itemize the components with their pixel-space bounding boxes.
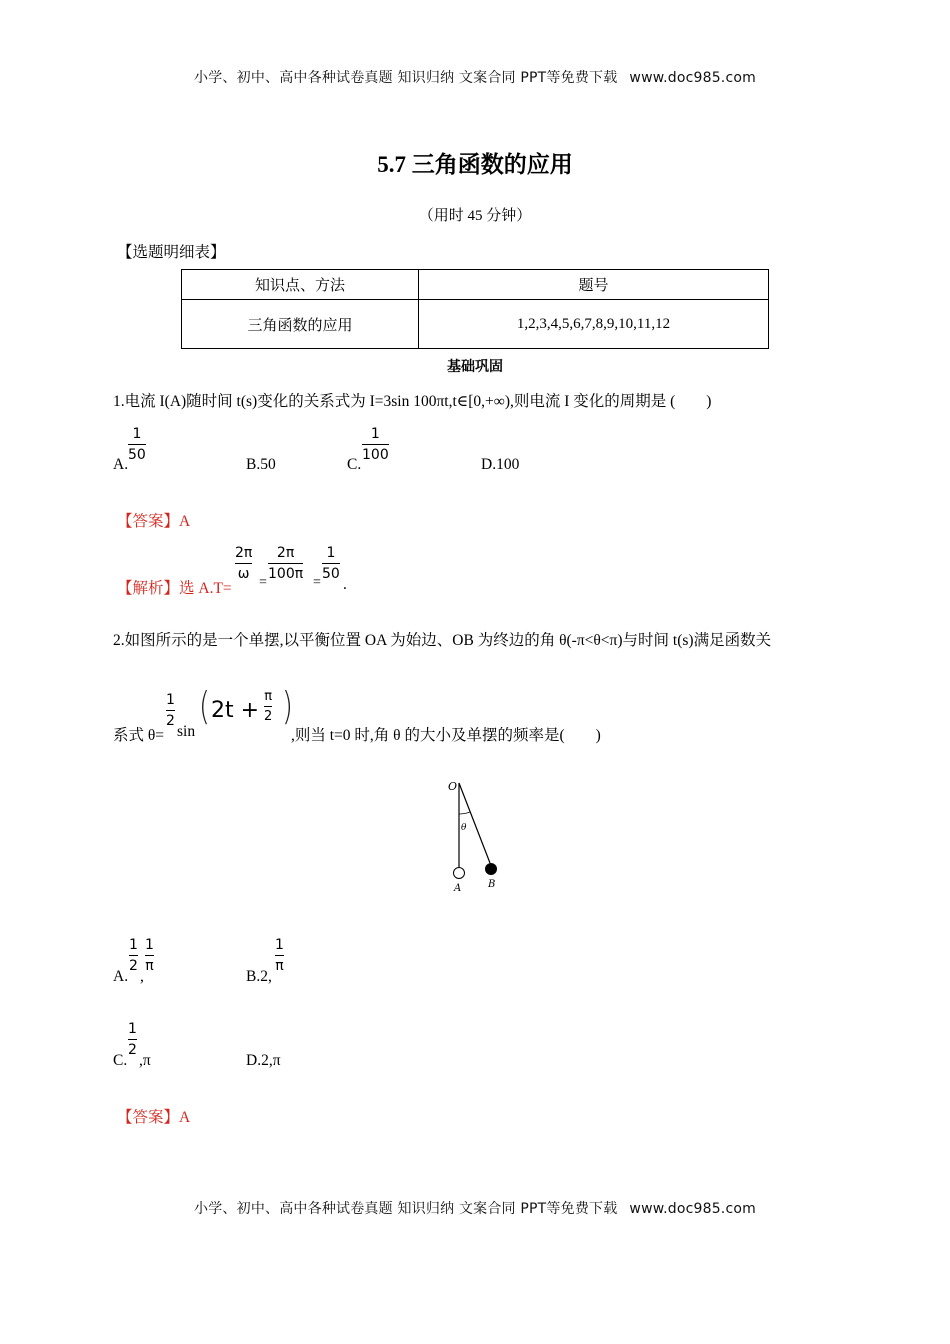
- q2-stem-prefix: 系式 θ=: [113, 727, 165, 744]
- fraction-denominator: 2: [128, 1042, 137, 1058]
- q1-option-c-fraction: [362, 427, 389, 462]
- fraction-denominator: π: [275, 958, 284, 974]
- table-cell-numbers: 1,2,3,4,5,6,7,8,9,10,11,12: [419, 300, 769, 349]
- analysis-equals: =: [313, 575, 321, 590]
- answer-value: A: [179, 1109, 191, 1126]
- analysis-equals: =: [259, 575, 267, 590]
- q2-paren-open: (: [198, 684, 210, 728]
- q1-option-c-label: C.: [347, 456, 362, 473]
- q1-option-a-label: A.: [113, 456, 129, 473]
- topic-table: [181, 269, 769, 349]
- analysis-period: .: [343, 576, 347, 593]
- table-header-numbers: 题号: [419, 270, 769, 300]
- q2-half-fraction: [166, 693, 175, 728]
- fraction-denominator: π: [145, 958, 154, 974]
- q1-analysis: [117, 576, 232, 598]
- angle-arc: [459, 812, 470, 814]
- q2-option-c-label: C.: [113, 1052, 128, 1069]
- q2-stem-suffix: ,则当 t=0 时,角 θ 的大小及单摆的频率是( ): [291, 727, 601, 744]
- pendulum-bob: [485, 863, 497, 875]
- q2-pi-over-2-fraction: [264, 690, 272, 723]
- fraction-denominator: 2: [129, 958, 138, 974]
- label-o: O: [448, 780, 458, 793]
- answer-label: 【答案】: [117, 513, 180, 530]
- label-b: B: [488, 879, 496, 890]
- fraction-denominator: 100π: [268, 566, 304, 582]
- answer-label: 【答案】: [117, 1109, 180, 1126]
- fraction-numerator: 1: [145, 938, 154, 956]
- label-a: A: [454, 883, 462, 894]
- header-url[interactable]: www.doc985.com: [629, 70, 756, 86]
- q2-option-d: D.2,π: [246, 1052, 281, 1069]
- fraction-denominator: 100: [362, 447, 389, 463]
- q1-option-a-fraction: [128, 427, 146, 462]
- pendulum-rest-bob: [454, 868, 465, 879]
- answer-value: A: [179, 513, 191, 530]
- analysis-text: 选 A.T=: [179, 580, 232, 597]
- q2-option-a-fraction-2: [145, 938, 154, 973]
- header-text: 小学、初中、高中各种试卷真题 知识归纳 文案合同 PPT等免费下载: [194, 70, 618, 86]
- q2-answer: [117, 1105, 190, 1127]
- q1-analysis-fraction-1: [235, 546, 252, 581]
- q1-option-d: D.100: [481, 456, 520, 473]
- fraction-numerator: 1: [322, 546, 340, 564]
- pendulum-diagram: [440, 770, 510, 896]
- q1-option-b: B.50: [246, 456, 276, 473]
- q1-stem: 1.电流 I(A)随时间 t(s)变化的关系式为 I=3sin 100πt,t∈[0,+∞),则电流 I 变化的周期是 ( ): [113, 393, 712, 410]
- fraction-denominator: 50: [128, 447, 146, 463]
- fraction-denominator: ω: [237, 566, 250, 582]
- q2-sin: sin: [177, 723, 196, 740]
- q2-option-a-label: A.: [113, 968, 129, 985]
- footer-url[interactable]: www.doc985.com: [629, 1201, 756, 1217]
- time-note: （用时 45 分钟）: [418, 208, 532, 224]
- fraction-numerator: π: [264, 690, 272, 707]
- fraction-numerator: 1: [166, 693, 175, 711]
- q2-option-a-fraction-1: [129, 938, 138, 973]
- q1-analysis-fraction-2: [268, 546, 303, 581]
- fraction-numerator: 1: [362, 427, 389, 445]
- q1-analysis-fraction-3: [322, 546, 340, 581]
- fraction-numerator: 1: [275, 938, 284, 956]
- fraction-numerator: 1: [129, 938, 138, 956]
- fraction-denominator: 2: [166, 713, 175, 729]
- fraction-denominator: 2: [264, 709, 273, 724]
- q2-option-c-suffix: ,π: [139, 1052, 151, 1069]
- analysis-label: 【解析】: [117, 580, 180, 597]
- fraction-numerator: 2π: [268, 546, 303, 564]
- table-heading: 【选题明细表】: [117, 244, 226, 261]
- label-theta: θ: [461, 823, 467, 833]
- q2-paren-close: ): [281, 684, 293, 728]
- q2-option-b-fraction: [275, 938, 284, 973]
- q2-option-b-label: B.2,: [246, 968, 272, 985]
- q2-option-a-comma: ,: [140, 968, 144, 985]
- page-title: 5.7 三角函数的应用: [377, 152, 573, 177]
- q2-stem-line1: 2.如图所示的是一个单摆,以平衡位置 OA 为始边、OB 为终边的角 θ(-π<θ<π)与时间 t(s)满足函数关: [113, 632, 772, 649]
- fraction-numerator: 2π: [235, 546, 252, 564]
- q1-answer: [117, 509, 190, 531]
- fraction-numerator: 1: [128, 427, 146, 445]
- fraction-numerator: 1: [128, 1022, 137, 1040]
- footer-text: 小学、初中、高中各种试卷真题 知识归纳 文案合同 PPT等免费下载: [194, 1201, 618, 1217]
- page-footer: [0, 1198, 950, 1218]
- table-header-topic: 知识点、方法: [182, 270, 419, 300]
- table-cell-topic: 三角函数的应用: [182, 300, 419, 349]
- q2-argument: 2t +: [211, 698, 260, 723]
- section-heading: 基础巩固: [447, 359, 503, 375]
- q2-option-c-fraction: [128, 1022, 137, 1057]
- fraction-denominator: 50: [322, 566, 340, 582]
- page-header: [0, 67, 950, 87]
